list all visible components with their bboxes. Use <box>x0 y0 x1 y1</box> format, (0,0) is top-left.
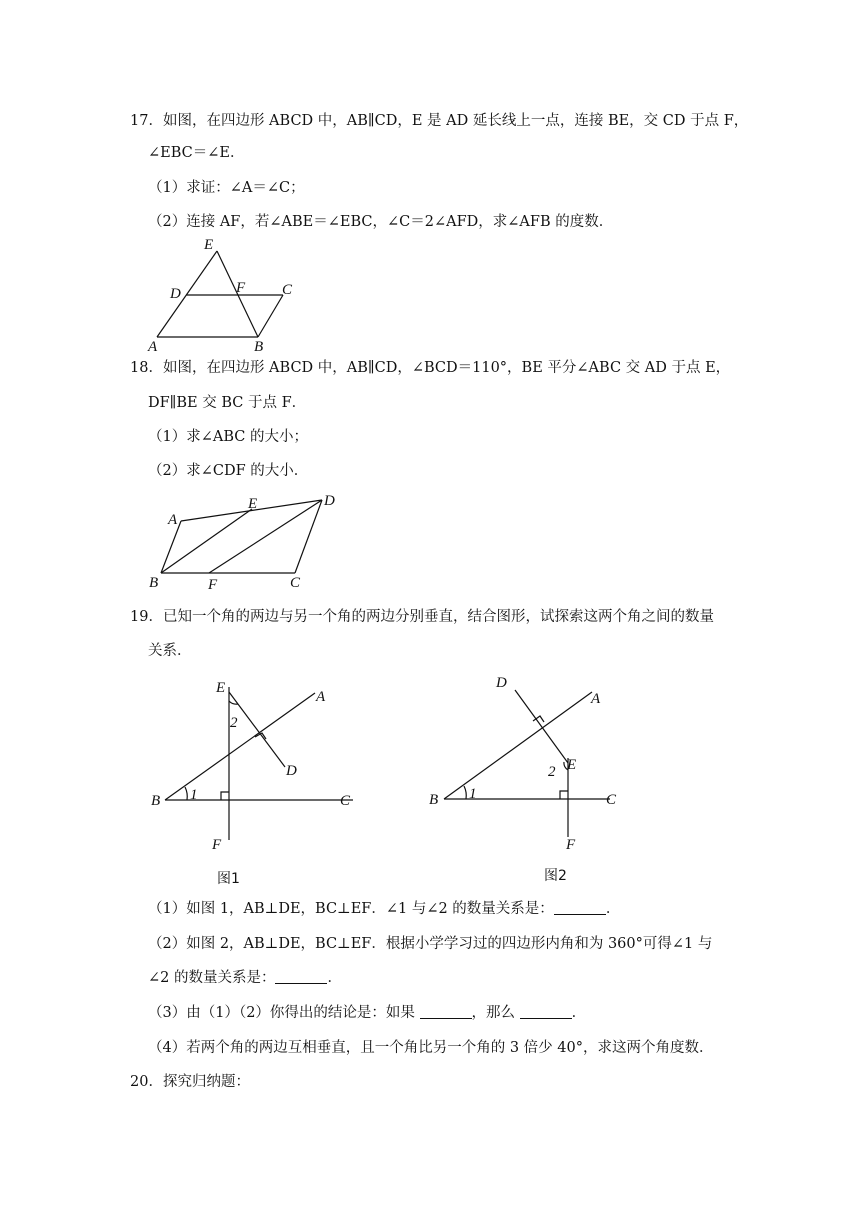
q18-label-b: B <box>149 575 159 591</box>
fig2-label-b: B <box>429 792 439 808</box>
fig2-angle-1: 1 <box>469 786 477 802</box>
q19-part-2: （2）如图 2，AB⊥DE，BC⊥EF．根据小学学习过的四边形内角和为 360°可得∠1 与 <box>148 936 713 952</box>
q19-line-1: 19．已知一个角的两边与另一个角的两边分别垂直，结合图形，试探索这两个角之间的数量 <box>130 609 714 625</box>
fig2-angle-2: 2 <box>548 764 556 780</box>
q19-part-3-mid: ，那么 <box>471 1005 516 1021</box>
q18-figure <box>140 488 350 592</box>
q17-label-f: F <box>236 280 246 296</box>
q18-label-f: F <box>208 577 218 592</box>
q17-part-1: （1）求证：∠A＝∠C； <box>148 180 305 196</box>
q18-line-1: 18．如图，在四边形 ABCD 中，AB∥CD，∠BCD＝110°，BE 平分∠ABC 交 AD 于点 E， <box>130 360 731 376</box>
q19-part-3-end: ． <box>571 1005 587 1021</box>
q18-label-e: E <box>248 496 258 512</box>
q19-part-1-text: （1）如图 1，AB⊥DE，BC⊥EF．∠1 与∠2 的数量关系是： <box>148 901 554 917</box>
q17-label-e: E <box>204 237 214 253</box>
q19-line-2: 关系． <box>148 643 192 659</box>
fig1-label-a: A <box>316 689 326 705</box>
q19-part-2-text: ∠2 的数量关系是： <box>148 970 276 986</box>
q18-label-a: A <box>168 512 178 528</box>
q17-label-d: D <box>170 286 181 302</box>
q19-part-3-text: （3）由（1）（2）你得出的结论是：如果 <box>148 1005 415 1021</box>
q19-figure-2 <box>420 670 640 885</box>
q19-part-1 <box>148 899 620 919</box>
q19-figure-1 <box>145 675 375 890</box>
fig1-label-c: C <box>340 793 351 809</box>
q17-label-b: B <box>254 339 264 355</box>
fig2-label-e: E <box>567 757 577 773</box>
answer-blank-2[interactable] <box>275 969 327 984</box>
q19-part-3 <box>148 1003 586 1023</box>
answer-blank-3[interactable] <box>420 1004 472 1019</box>
fig1-angle-2: 2 <box>230 715 238 731</box>
q17-line-1: 17．如图，在四边形 ABCD 中，AB∥CD，E 是 AD 延长线上一点，连接 BE，交 CD 于点 F， <box>130 113 749 129</box>
fig1-caption: 图1 <box>217 871 240 887</box>
fig2-caption: 图2 <box>544 868 567 884</box>
q17-part-2: （2）连接 AF，若∠ABE＝∠EBC，∠C＝2∠AFD，求∠AFB 的度数． <box>148 214 614 230</box>
q19-part-2-cont <box>148 968 342 988</box>
q17-label-c: C <box>282 282 293 298</box>
answer-blank-1[interactable] <box>554 900 606 915</box>
q17-figure <box>140 234 310 356</box>
q19-part-2-end: ． <box>327 970 342 986</box>
fig1-label-f: F <box>212 837 222 853</box>
q18-part-2: （2）求∠CDF 的大小． <box>148 463 309 479</box>
q19-part-4: （4）若两个角的两边互相垂直，且一个角比另一个角的 3 倍少 40°，求这两个角度数． <box>148 1040 714 1056</box>
q19-part-1-end: ． <box>605 901 621 917</box>
q18-label-d: D <box>324 493 335 509</box>
fig2-label-c: C <box>606 792 617 808</box>
fig2-label-f: F <box>566 837 576 853</box>
fig2-label-d: D <box>496 675 507 691</box>
q18-part-1: （1）求∠ABC 的大小； <box>148 429 308 445</box>
fig1-angle-1: 1 <box>190 787 198 803</box>
fig1-label-b: B <box>151 793 161 809</box>
fig1-label-e: E <box>216 680 226 696</box>
fig1-label-d: D <box>286 763 297 779</box>
fig2-label-a: A <box>591 691 601 707</box>
q20-line-1: 20．探究归纳题： <box>130 1074 250 1090</box>
answer-blank-4[interactable] <box>520 1004 572 1019</box>
q18-label-c: C <box>290 575 301 591</box>
q18-line-2: DF∥BE 交 BC 于点 F． <box>148 395 307 411</box>
q17-label-a: A <box>148 339 158 355</box>
q17-line-2: ∠EBC＝∠E． <box>148 145 245 161</box>
